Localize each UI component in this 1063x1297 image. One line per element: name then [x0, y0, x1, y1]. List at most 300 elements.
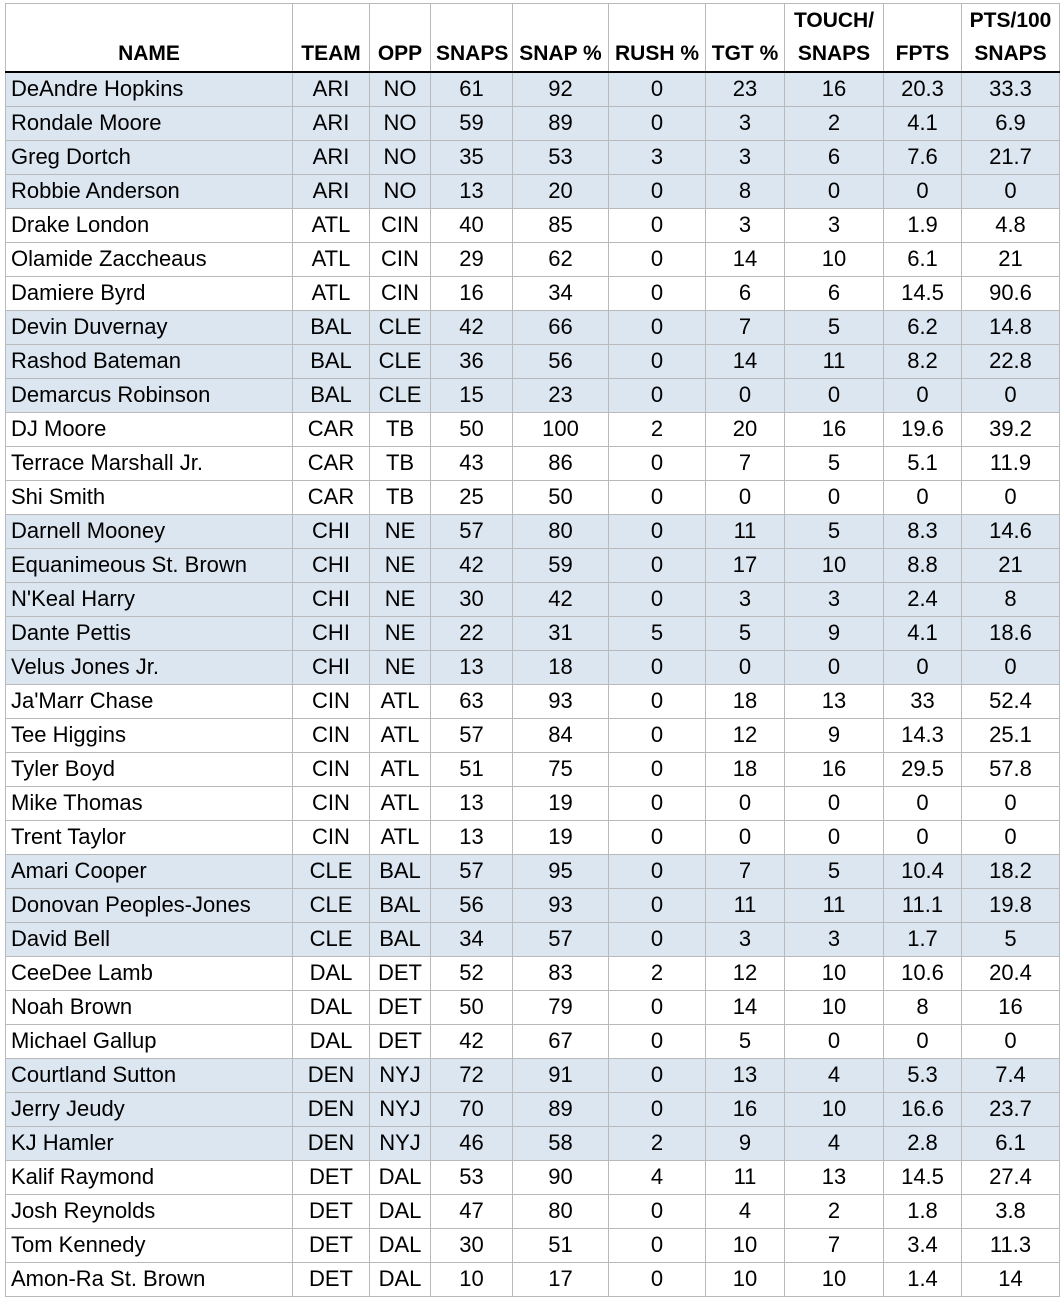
- opp-cell: NE: [370, 548, 431, 582]
- opp-cell: TB: [370, 412, 431, 446]
- fpts-cell: 8.2: [884, 344, 962, 378]
- pts-100-snaps-cell: 20.4: [962, 956, 1060, 990]
- pts-100-snaps-cell: 0: [962, 1024, 1060, 1058]
- column-header-text: RUSH %: [614, 42, 699, 65]
- column-header-opp: [370, 4, 431, 73]
- player-name-cell: Mike Thomas: [6, 786, 293, 820]
- column-header-text: TGT %: [711, 42, 779, 65]
- snap-pct-cell: 53: [513, 140, 609, 174]
- pts-100-snaps-cell: 16: [962, 990, 1060, 1024]
- pts-100-snaps-cell: 33.3: [962, 72, 1060, 106]
- pts-100-snaps-cell: 14.8: [962, 310, 1060, 344]
- tgt-pct-cell: 10: [706, 1228, 785, 1262]
- touch-snaps-cell: 0: [785, 378, 884, 412]
- tgt-pct-cell: 12: [706, 718, 785, 752]
- pts-100-snaps-cell: 7.4: [962, 1058, 1060, 1092]
- pts-100-snaps-cell: 14.6: [962, 514, 1060, 548]
- rush-pct-cell: 0: [609, 310, 706, 344]
- pts-100-snaps-cell: 18.2: [962, 854, 1060, 888]
- rush-pct-cell: 0: [609, 922, 706, 956]
- table-row: [6, 1126, 1060, 1160]
- player-name-cell: Noah Brown: [6, 990, 293, 1024]
- table-row: [6, 208, 1060, 242]
- touch-snaps-cell: 0: [785, 1024, 884, 1058]
- table-row: [6, 786, 1060, 820]
- table-row: [6, 1228, 1060, 1262]
- touch-snaps-cell: 10: [785, 956, 884, 990]
- table-row: [6, 412, 1060, 446]
- opp-cell: BAL: [370, 922, 431, 956]
- snap-pct-cell: 34: [513, 276, 609, 310]
- team-cell: BAL: [293, 378, 370, 412]
- touch-snaps-cell: 7: [785, 1228, 884, 1262]
- fpts-cell: 10.6: [884, 956, 962, 990]
- snap-pct-cell: 58: [513, 1126, 609, 1160]
- rush-pct-cell: 3: [609, 140, 706, 174]
- team-cell: CHI: [293, 514, 370, 548]
- pts-100-snaps-cell: 21: [962, 242, 1060, 276]
- touch-snaps-cell: 3: [785, 208, 884, 242]
- opp-cell: TB: [370, 446, 431, 480]
- opp-cell: DET: [370, 1024, 431, 1058]
- column-header-tgt-pct: [706, 4, 785, 73]
- player-name-cell: Dante Pettis: [6, 616, 293, 650]
- player-name-cell: Ja'Marr Chase: [6, 684, 293, 718]
- opp-cell: NE: [370, 582, 431, 616]
- fpts-cell: 5.3: [884, 1058, 962, 1092]
- touch-snaps-cell: 0: [785, 786, 884, 820]
- opp-cell: ATL: [370, 718, 431, 752]
- pts-100-snaps-cell: 19.8: [962, 888, 1060, 922]
- snaps-cell: 35: [431, 140, 513, 174]
- snaps-cell: 16: [431, 276, 513, 310]
- fpts-cell: 1.8: [884, 1194, 962, 1228]
- snap-pct-cell: 67: [513, 1024, 609, 1058]
- opp-cell: ATL: [370, 752, 431, 786]
- tgt-pct-cell: 10: [706, 1262, 785, 1296]
- fpts-cell: 0: [884, 480, 962, 514]
- rush-pct-cell: 0: [609, 344, 706, 378]
- fpts-cell: 8: [884, 990, 962, 1024]
- tgt-pct-cell: 5: [706, 1024, 785, 1058]
- snaps-cell: 61: [431, 72, 513, 106]
- fpts-cell: 20.3: [884, 72, 962, 106]
- rush-pct-cell: 0: [609, 684, 706, 718]
- rush-pct-cell: 4: [609, 1160, 706, 1194]
- opp-cell: ATL: [370, 786, 431, 820]
- team-cell: CLE: [293, 922, 370, 956]
- table-row: [6, 752, 1060, 786]
- fpts-cell: 7.6: [884, 140, 962, 174]
- snap-pct-cell: 84: [513, 718, 609, 752]
- tgt-pct-cell: 20: [706, 412, 785, 446]
- tgt-pct-cell: 3: [706, 208, 785, 242]
- fpts-cell: 1.9: [884, 208, 962, 242]
- column-header-text: TOUCH/: [793, 9, 875, 32]
- team-cell: CIN: [293, 684, 370, 718]
- fpts-cell: 3.4: [884, 1228, 962, 1262]
- table-row: [6, 718, 1060, 752]
- player-name-cell: Darnell Mooney: [6, 514, 293, 548]
- opp-cell: ATL: [370, 684, 431, 718]
- fpts-cell: 8.3: [884, 514, 962, 548]
- pts-100-snaps-cell: 27.4: [962, 1160, 1060, 1194]
- pts-100-snaps-cell: 11.9: [962, 446, 1060, 480]
- team-cell: CAR: [293, 446, 370, 480]
- pts-100-snaps-cell: 14: [962, 1262, 1060, 1296]
- team-cell: CAR: [293, 480, 370, 514]
- player-name-cell: Courtland Sutton: [6, 1058, 293, 1092]
- table-row: [6, 684, 1060, 718]
- player-name-cell: Drake London: [6, 208, 293, 242]
- snaps-cell: 13: [431, 650, 513, 684]
- fpts-cell: 6.1: [884, 242, 962, 276]
- player-name-cell: DJ Moore: [6, 412, 293, 446]
- tgt-pct-cell: 5: [706, 616, 785, 650]
- tgt-pct-cell: 3: [706, 582, 785, 616]
- fpts-cell: 14.5: [884, 276, 962, 310]
- snap-pct-cell: 93: [513, 888, 609, 922]
- team-cell: CIN: [293, 820, 370, 854]
- team-cell: DAL: [293, 990, 370, 1024]
- opp-cell: NYJ: [370, 1058, 431, 1092]
- player-name-cell: Shi Smith: [6, 480, 293, 514]
- snap-pct-cell: 100: [513, 412, 609, 446]
- column-header-text: OPP: [377, 42, 423, 65]
- rush-pct-cell: 0: [609, 1194, 706, 1228]
- table-row: [6, 1058, 1060, 1092]
- team-cell: CLE: [293, 854, 370, 888]
- pts-100-snaps-cell: 90.6: [962, 276, 1060, 310]
- player-name-cell: Tom Kennedy: [6, 1228, 293, 1262]
- snap-pct-cell: 19: [513, 786, 609, 820]
- fpts-cell: 0: [884, 378, 962, 412]
- rush-pct-cell: 0: [609, 752, 706, 786]
- touch-snaps-cell: 0: [785, 174, 884, 208]
- pts-100-snaps-cell: 21.7: [962, 140, 1060, 174]
- team-cell: BAL: [293, 310, 370, 344]
- table-row: [6, 378, 1060, 412]
- rush-pct-cell: 0: [609, 446, 706, 480]
- team-cell: CAR: [293, 412, 370, 446]
- column-header-team: [293, 4, 370, 73]
- snap-pct-cell: 57: [513, 922, 609, 956]
- team-cell: ATL: [293, 276, 370, 310]
- tgt-pct-cell: 7: [706, 310, 785, 344]
- tgt-pct-cell: 3: [706, 922, 785, 956]
- rush-pct-cell: 0: [609, 1228, 706, 1262]
- touch-snaps-cell: 0: [785, 820, 884, 854]
- tgt-pct-cell: 16: [706, 1092, 785, 1126]
- team-cell: CHI: [293, 582, 370, 616]
- snaps-cell: 57: [431, 514, 513, 548]
- touch-snaps-cell: 13: [785, 684, 884, 718]
- touch-snaps-cell: 5: [785, 854, 884, 888]
- header-row: [6, 4, 1060, 73]
- snap-pct-cell: 89: [513, 1092, 609, 1126]
- team-cell: BAL: [293, 344, 370, 378]
- team-cell: ATL: [293, 242, 370, 276]
- column-header-touch-snaps: [785, 4, 884, 73]
- opp-cell: CLE: [370, 344, 431, 378]
- table-row: [6, 854, 1060, 888]
- fpts-cell: 2.8: [884, 1126, 962, 1160]
- touch-snaps-cell: 16: [785, 752, 884, 786]
- snap-pct-cell: 83: [513, 956, 609, 990]
- opp-cell: NO: [370, 72, 431, 106]
- table-row: [6, 1024, 1060, 1058]
- table-row: [6, 174, 1060, 208]
- player-name-cell: Amari Cooper: [6, 854, 293, 888]
- table-row: [6, 344, 1060, 378]
- column-header-pts-100-snaps: [962, 4, 1060, 73]
- tgt-pct-cell: 11: [706, 514, 785, 548]
- snaps-cell: 34: [431, 922, 513, 956]
- touch-snaps-cell: 5: [785, 446, 884, 480]
- table-row: [6, 1092, 1060, 1126]
- pts-100-snaps-cell: 8: [962, 582, 1060, 616]
- touch-snaps-cell: 3: [785, 582, 884, 616]
- rush-pct-cell: 0: [609, 888, 706, 922]
- pts-100-snaps-cell: 21: [962, 548, 1060, 582]
- pts-100-snaps-cell: 0: [962, 820, 1060, 854]
- pts-100-snaps-cell: 6.1: [962, 1126, 1060, 1160]
- table-row: [6, 242, 1060, 276]
- snap-pct-cell: 20: [513, 174, 609, 208]
- team-cell: DAL: [293, 1024, 370, 1058]
- stats-table: [5, 3, 1060, 1297]
- opp-cell: BAL: [370, 854, 431, 888]
- team-cell: ARI: [293, 174, 370, 208]
- rush-pct-cell: 0: [609, 1024, 706, 1058]
- touch-snaps-cell: 5: [785, 310, 884, 344]
- pts-100-snaps-cell: 57.8: [962, 752, 1060, 786]
- tgt-pct-cell: 3: [706, 106, 785, 140]
- rush-pct-cell: 0: [609, 106, 706, 140]
- snaps-cell: 36: [431, 344, 513, 378]
- player-name-cell: Amon-Ra St. Brown: [6, 1262, 293, 1296]
- touch-snaps-cell: 2: [785, 106, 884, 140]
- touch-snaps-cell: 4: [785, 1126, 884, 1160]
- tgt-pct-cell: 13: [706, 1058, 785, 1092]
- pts-100-snaps-cell: 0: [962, 174, 1060, 208]
- touch-snaps-cell: 10: [785, 242, 884, 276]
- table-row: [6, 990, 1060, 1024]
- player-name-cell: Robbie Anderson: [6, 174, 293, 208]
- pts-100-snaps-cell: 5: [962, 922, 1060, 956]
- player-name-cell: Demarcus Robinson: [6, 378, 293, 412]
- column-header-text: SNAPS: [436, 42, 509, 65]
- team-cell: DET: [293, 1262, 370, 1296]
- fpts-cell: 11.1: [884, 888, 962, 922]
- table-row: [6, 650, 1060, 684]
- team-cell: CLE: [293, 888, 370, 922]
- tgt-pct-cell: 0: [706, 786, 785, 820]
- fpts-cell: 10.4: [884, 854, 962, 888]
- fpts-cell: 0: [884, 1024, 962, 1058]
- touch-snaps-cell: 5: [785, 514, 884, 548]
- column-header-text: FPTS: [895, 42, 950, 65]
- column-header-snaps: [431, 4, 513, 73]
- pts-100-snaps-cell: 0: [962, 378, 1060, 412]
- opp-cell: ATL: [370, 820, 431, 854]
- snaps-cell: 57: [431, 854, 513, 888]
- fpts-cell: 8.8: [884, 548, 962, 582]
- rush-pct-cell: 0: [609, 378, 706, 412]
- rush-pct-cell: 0: [609, 990, 706, 1024]
- rush-pct-cell: 0: [609, 276, 706, 310]
- touch-snaps-cell: 16: [785, 412, 884, 446]
- snap-pct-cell: 93: [513, 684, 609, 718]
- touch-snaps-cell: 10: [785, 1092, 884, 1126]
- tgt-pct-cell: 3: [706, 140, 785, 174]
- table-row: [6, 446, 1060, 480]
- opp-cell: DAL: [370, 1160, 431, 1194]
- snaps-cell: 10: [431, 1262, 513, 1296]
- player-name-cell: Donovan Peoples-Jones: [6, 888, 293, 922]
- team-cell: CHI: [293, 650, 370, 684]
- snap-pct-cell: 79: [513, 990, 609, 1024]
- opp-cell: CLE: [370, 378, 431, 412]
- tgt-pct-cell: 8: [706, 174, 785, 208]
- snap-pct-cell: 89: [513, 106, 609, 140]
- player-name-cell: Tee Higgins: [6, 718, 293, 752]
- rush-pct-cell: 5: [609, 616, 706, 650]
- tgt-pct-cell: 17: [706, 548, 785, 582]
- tgt-pct-cell: 6: [706, 276, 785, 310]
- player-name-cell: Kalif Raymond: [6, 1160, 293, 1194]
- snap-pct-cell: 23: [513, 378, 609, 412]
- table-row: [6, 140, 1060, 174]
- snaps-cell: 29: [431, 242, 513, 276]
- player-name-cell: Devin Duvernay: [6, 310, 293, 344]
- opp-cell: DAL: [370, 1228, 431, 1262]
- touch-snaps-cell: 10: [785, 990, 884, 1024]
- snap-pct-cell: 95: [513, 854, 609, 888]
- snap-pct-cell: 90: [513, 1160, 609, 1194]
- team-cell: DAL: [293, 956, 370, 990]
- rush-pct-cell: 0: [609, 174, 706, 208]
- snaps-cell: 40: [431, 208, 513, 242]
- snap-pct-cell: 31: [513, 616, 609, 650]
- player-name-cell: Olamide Zaccheaus: [6, 242, 293, 276]
- table-row: [6, 106, 1060, 140]
- snaps-cell: 13: [431, 786, 513, 820]
- opp-cell: DET: [370, 990, 431, 1024]
- snaps-cell: 46: [431, 1126, 513, 1160]
- team-cell: CIN: [293, 752, 370, 786]
- opp-cell: NO: [370, 174, 431, 208]
- touch-snaps-cell: 10: [785, 1262, 884, 1296]
- snaps-cell: 42: [431, 548, 513, 582]
- opp-cell: NYJ: [370, 1126, 431, 1160]
- rush-pct-cell: 0: [609, 786, 706, 820]
- snap-pct-cell: 51: [513, 1228, 609, 1262]
- player-name-cell: CeeDee Lamb: [6, 956, 293, 990]
- snaps-cell: 42: [431, 1024, 513, 1058]
- snaps-cell: 30: [431, 1228, 513, 1262]
- rush-pct-cell: 0: [609, 242, 706, 276]
- touch-snaps-cell: 0: [785, 480, 884, 514]
- fpts-cell: 19.6: [884, 412, 962, 446]
- team-cell: DET: [293, 1160, 370, 1194]
- snap-pct-cell: 42: [513, 582, 609, 616]
- opp-cell: CLE: [370, 310, 431, 344]
- snaps-cell: 13: [431, 820, 513, 854]
- team-cell: ARI: [293, 106, 370, 140]
- snaps-cell: 22: [431, 616, 513, 650]
- table-row: [6, 514, 1060, 548]
- snap-pct-cell: 80: [513, 1194, 609, 1228]
- table-row: [6, 548, 1060, 582]
- fpts-cell: 5.1: [884, 446, 962, 480]
- tgt-pct-cell: 0: [706, 378, 785, 412]
- opp-cell: DAL: [370, 1262, 431, 1296]
- tgt-pct-cell: 14: [706, 990, 785, 1024]
- snap-pct-cell: 85: [513, 208, 609, 242]
- fpts-cell: 4.1: [884, 616, 962, 650]
- pts-100-snaps-cell: 22.8: [962, 344, 1060, 378]
- snap-pct-cell: 50: [513, 480, 609, 514]
- touch-snaps-cell: 11: [785, 344, 884, 378]
- touch-snaps-cell: 4: [785, 1058, 884, 1092]
- player-name-cell: Damiere Byrd: [6, 276, 293, 310]
- opp-cell: BAL: [370, 888, 431, 922]
- snaps-cell: 70: [431, 1092, 513, 1126]
- rush-pct-cell: 0: [609, 208, 706, 242]
- snaps-cell: 50: [431, 990, 513, 1024]
- snap-pct-cell: 66: [513, 310, 609, 344]
- rush-pct-cell: 0: [609, 854, 706, 888]
- table-row: [6, 582, 1060, 616]
- player-name-cell: Tyler Boyd: [6, 752, 293, 786]
- snap-pct-cell: 19: [513, 820, 609, 854]
- touch-snaps-cell: 6: [785, 276, 884, 310]
- table-row: [6, 72, 1060, 106]
- touch-snaps-cell: 13: [785, 1160, 884, 1194]
- opp-cell: CIN: [370, 242, 431, 276]
- column-header-text: NAME: [118, 42, 180, 65]
- team-cell: CHI: [293, 548, 370, 582]
- table-row: [6, 1160, 1060, 1194]
- pts-100-snaps-cell: 11.3: [962, 1228, 1060, 1262]
- pts-100-snaps-cell: 0: [962, 786, 1060, 820]
- tgt-pct-cell: 7: [706, 854, 785, 888]
- table-row: [6, 616, 1060, 650]
- snaps-cell: 53: [431, 1160, 513, 1194]
- snap-pct-cell: 62: [513, 242, 609, 276]
- rush-pct-cell: 0: [609, 582, 706, 616]
- touch-snaps-cell: 0: [785, 650, 884, 684]
- column-header-fpts: [884, 4, 962, 73]
- fpts-cell: 2.4: [884, 582, 962, 616]
- team-cell: DEN: [293, 1092, 370, 1126]
- tgt-pct-cell: 18: [706, 684, 785, 718]
- opp-cell: TB: [370, 480, 431, 514]
- snap-pct-cell: 91: [513, 1058, 609, 1092]
- pts-100-snaps-cell: 39.2: [962, 412, 1060, 446]
- snaps-cell: 57: [431, 718, 513, 752]
- table-row: [6, 480, 1060, 514]
- player-name-cell: Jerry Jeudy: [6, 1092, 293, 1126]
- pts-100-snaps-cell: 6.9: [962, 106, 1060, 140]
- player-name-cell: DeAndre Hopkins: [6, 72, 293, 106]
- team-cell: ARI: [293, 140, 370, 174]
- opp-cell: NO: [370, 140, 431, 174]
- pts-100-snaps-cell: 23.7: [962, 1092, 1060, 1126]
- snaps-cell: 59: [431, 106, 513, 140]
- snaps-cell: 52: [431, 956, 513, 990]
